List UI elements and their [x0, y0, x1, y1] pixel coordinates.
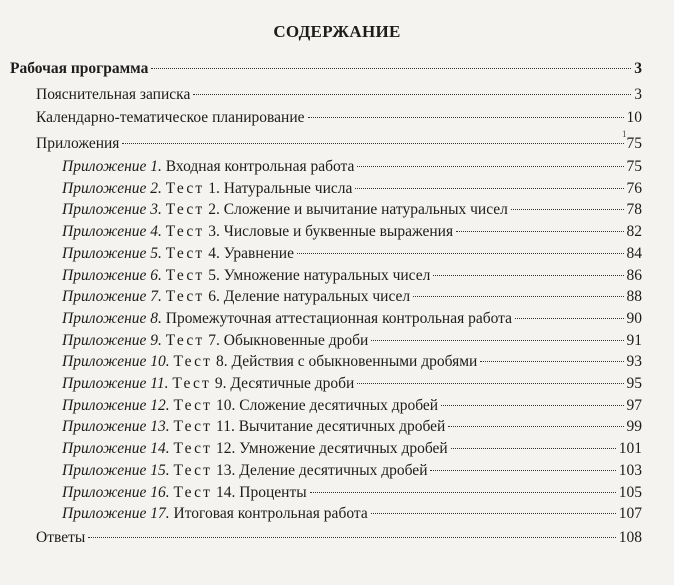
toc-entry-title — [62, 157, 354, 177]
toc-page-number: 3 — [634, 86, 642, 103]
toc-entry-otvety[interactable] — [36, 528, 642, 548]
toc-entry-appendix[interactable] — [62, 483, 642, 503]
toc-page-number: 88 — [626, 288, 642, 306]
toc-entry-title — [62, 417, 445, 437]
toc-entry-title — [62, 396, 438, 416]
dot-leader — [357, 383, 623, 384]
toc-entry-appendix[interactable] — [62, 309, 642, 329]
test-label: Тест — [165, 266, 205, 284]
toc-entry-title — [62, 483, 307, 503]
test-label: Тест — [165, 288, 205, 306]
dot-leader — [480, 361, 623, 362]
dot-leader — [371, 340, 623, 341]
dot-leader — [456, 231, 623, 232]
appendix-number: Приложение 12. — [62, 396, 170, 414]
toc-page-number: 95 — [626, 375, 642, 392]
toc-entry-appendix[interactable] — [62, 461, 642, 481]
dot-leader — [193, 94, 631, 95]
toc-page-number: 108 — [618, 529, 642, 546]
toc-entry-title — [62, 200, 508, 220]
toc-page-number: 75 — [626, 158, 642, 175]
toc-entry-title: Рабочая программа — [10, 60, 149, 77]
appendix-title: 6. Деление натуральных чисел — [208, 288, 411, 306]
toc-entry-title — [62, 244, 294, 264]
dot-leader — [413, 296, 623, 297]
toc-page-number: 91 — [626, 331, 642, 349]
test-label: Тест — [165, 331, 205, 349]
toc-entry-title — [62, 179, 352, 199]
appendix-title: 11. Вычитание десятичных дробей — [216, 418, 446, 436]
toc-entry-title — [62, 287, 410, 307]
toc-page-number: 84 — [626, 244, 642, 262]
appendix-title: 9. Десятичные дроби — [214, 375, 355, 392]
dot-leader — [151, 68, 631, 69]
toc-entry-title: Приложения — [36, 135, 120, 152]
toc-entry-appendix[interactable] — [62, 287, 642, 307]
toc-page-number: 90 — [626, 309, 642, 327]
toc-entry-title — [62, 266, 430, 286]
toc-entry-appendix[interactable] — [62, 504, 642, 524]
appendix-title: Промежуточная аттестационная контрольная работа — [165, 309, 512, 327]
toc-entry-rabochaya-programma[interactable] — [10, 59, 642, 79]
appendix-title: 14. Проценты — [216, 483, 307, 501]
appendix-title: 8. Действия с обыкновенными дробями — [216, 353, 478, 371]
dot-leader — [88, 537, 615, 538]
toc-entry-title — [62, 439, 448, 459]
toc-entry-appendix[interactable] — [62, 200, 642, 220]
appendix-title: 3. Числовые и буквенные выражения — [208, 223, 454, 241]
toc-entry-appendix[interactable] — [62, 374, 642, 394]
toc-entry-poyasnitelnaya-zapiska[interactable] — [36, 85, 642, 105]
toc-page-number: 93 — [626, 353, 642, 371]
toc-page-number: 76 — [626, 179, 642, 197]
dot-leader — [355, 188, 623, 189]
test-label: Тест — [172, 375, 212, 392]
appendix-title: 7. Обыкновенные дроби — [208, 331, 369, 349]
appendix-number: Приложение 9. — [62, 331, 162, 349]
appendix-number: Приложение 11. — [62, 375, 169, 392]
dot-leader — [433, 275, 623, 276]
dot-leader — [511, 209, 624, 210]
test-label: Тест — [173, 483, 213, 501]
toc-entry-title — [62, 504, 368, 524]
appendix-title: 1. Натуральные числа — [208, 179, 353, 197]
toc-entry-title — [62, 461, 427, 481]
appendix-number: Приложение 13. — [62, 418, 170, 436]
toc-entry-title: Пояснительная записка — [36, 86, 191, 103]
toc-page-number: 78 — [626, 201, 642, 219]
test-label: Тест — [173, 396, 213, 414]
appendix-title: 5. Умножение натуральных чисел — [208, 266, 431, 284]
toc-page-number: 3 — [634, 60, 642, 77]
dot-leader — [448, 426, 623, 427]
test-label: Тест — [173, 461, 213, 479]
toc-entry-title — [62, 374, 354, 394]
dot-leader — [371, 513, 616, 514]
appendix-number: Приложение 14. — [62, 440, 170, 458]
appendix-title: 2. Сложение и вычитание натуральных чисел — [208, 201, 508, 219]
toc-entry-appendix[interactable] — [62, 396, 642, 416]
dot-leader — [430, 470, 615, 471]
appendix-number: Приложение 3. — [62, 201, 162, 219]
test-label: Тест — [173, 353, 213, 371]
toc-page-number: 105 — [618, 483, 642, 501]
appendix-number: Приложение 4. — [62, 223, 162, 241]
appendix-title: 13. Деление десятичных дробей — [216, 461, 428, 479]
toc-entry-appendix[interactable] — [62, 222, 642, 242]
toc-entry-appendix[interactable] — [62, 331, 642, 351]
appendix-number: Приложение 8. — [62, 309, 162, 327]
toc-entry-title — [62, 352, 477, 372]
appendix-title: 12. Умножение десятичных дробей — [216, 440, 448, 458]
toc-page-number: 103 — [618, 461, 642, 479]
test-label: Тест — [165, 179, 205, 197]
toc-entry-appendix[interactable] — [62, 352, 642, 372]
test-label: Тест — [173, 418, 213, 436]
appendix-number: Приложение 10. — [62, 353, 170, 371]
appendix-title: 4. Уравнение — [208, 244, 294, 262]
toc-entry-prilozheniya[interactable] — [36, 134, 642, 154]
toc-page-number: 82 — [626, 223, 642, 241]
dot-leader — [297, 253, 624, 254]
dot-leader — [308, 117, 624, 118]
toc-entry-appendix[interactable] — [62, 179, 642, 199]
dot-leader — [122, 143, 623, 144]
appendix-number: Приложение 16. — [62, 483, 170, 501]
toc-entry-appendix[interactable] — [62, 439, 642, 459]
toc-entry-title: Календарно-тематическое планирование — [36, 109, 305, 126]
appendix-title: 10. Сложение десятичных дробей — [216, 396, 439, 414]
test-label: Тест — [173, 440, 213, 458]
test-label: Тест — [165, 244, 205, 262]
toc-entry-appendix[interactable] — [62, 266, 642, 286]
appendix-title: Итоговая контрольная работа — [173, 505, 368, 523]
dot-leader — [451, 448, 616, 449]
toc-page-number: 99 — [626, 418, 642, 436]
margin-mark: 1 — [622, 129, 627, 139]
toc-page-number: 75 — [626, 135, 642, 152]
page-title: СОДЕРЖАНИЕ — [273, 22, 401, 41]
toc-entry-appendix[interactable] — [62, 417, 642, 437]
toc-entry-appendix[interactable] — [62, 244, 642, 264]
dot-leader — [357, 166, 623, 167]
toc-entry-appendix[interactable] — [62, 157, 642, 177]
appendix-number: Приложение 1. — [62, 158, 162, 175]
toc-page-number: 107 — [618, 505, 642, 523]
appendix-number: Приложение 2. — [62, 179, 162, 197]
toc-page-number: 10 — [626, 109, 642, 126]
test-label: Тест — [165, 223, 205, 241]
toc-entry-title — [62, 222, 453, 242]
toc-page-number: 101 — [618, 440, 642, 458]
dot-leader — [441, 405, 623, 406]
dot-leader — [310, 492, 616, 493]
appendix-number: Приложение 5. — [62, 244, 162, 262]
appendix-title: Входная контрольная работа — [165, 158, 355, 175]
toc-page-number: 97 — [626, 396, 642, 414]
appendix-number: Приложение 7. — [62, 288, 162, 306]
test-label: Тест — [165, 201, 205, 219]
appendix-number: Приложение 17. — [62, 505, 170, 523]
toc-entry-title — [62, 309, 512, 329]
toc-entry-title — [62, 331, 368, 351]
dot-leader — [515, 318, 624, 319]
appendix-number: Приложение 15. — [62, 461, 170, 479]
appendix-number: Приложение 6. — [62, 266, 162, 284]
toc-entry-title: Ответы — [36, 529, 86, 546]
toc-entry-kalendarno-tematicheskoe[interactable] — [36, 108, 642, 128]
toc-page-number: 86 — [626, 266, 642, 284]
